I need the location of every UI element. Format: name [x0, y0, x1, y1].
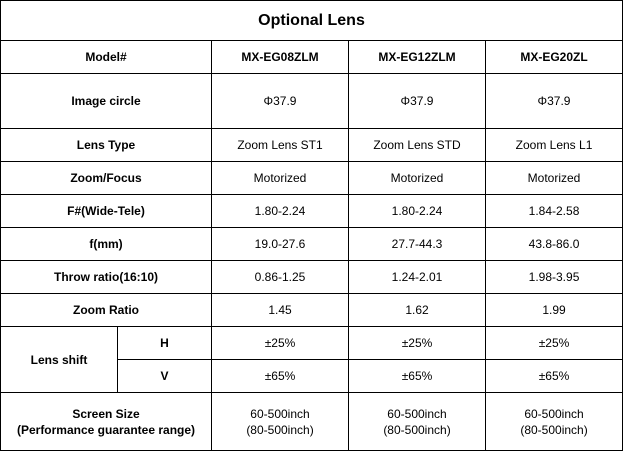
- screen-size-value-2: [349, 393, 486, 451]
- screen-size-value-3-line2: (80-500inch): [520, 422, 588, 437]
- zoom-ratio-value-3: 1.99: [486, 294, 623, 327]
- f-number-label: F#(Wide-Tele): [1, 195, 212, 228]
- throw-ratio-value-1: 0.86-1.25: [212, 261, 349, 294]
- lens-type-value-2: Zoom Lens STD: [349, 129, 486, 162]
- screen-size-value-1-line1: 60-500inch: [250, 406, 310, 421]
- lens-shift-v-label: V: [118, 360, 212, 393]
- lens-shift-v-value-2: ±65%: [349, 360, 486, 393]
- focal-length-label: f(mm): [1, 228, 212, 261]
- lens-shift-h-value-3: ±25%: [486, 327, 623, 360]
- f-number-value-1: 1.80-2.24: [212, 195, 349, 228]
- zoom-focus-label: Zoom/Focus: [1, 162, 212, 195]
- screen-size-label-line2: (Performance guarantee range): [16, 422, 196, 437]
- throw-ratio-value-2: 1.24-2.01: [349, 261, 486, 294]
- throw-ratio-value-3: 1.98-3.95: [486, 261, 623, 294]
- lens-type-label: Lens Type: [1, 129, 212, 162]
- screen-size-value-2-line1: 60-500inch: [387, 406, 447, 421]
- screen-size-value-2-line2: (80-500inch): [383, 422, 451, 437]
- model-1: MX-EG08ZLM: [212, 41, 349, 74]
- zoom-ratio-label: Zoom Ratio: [1, 294, 212, 327]
- zoom-ratio-value-2: 1.62: [349, 294, 486, 327]
- lens-shift-label: Lens shift: [1, 327, 118, 393]
- f-number-value-3: 1.84-2.58: [486, 195, 623, 228]
- image-circle-value-3: Φ37.9: [486, 74, 623, 129]
- screen-size-value-3-line1: 60-500inch: [524, 406, 584, 421]
- zoom-ratio-value-1: 1.45: [212, 294, 349, 327]
- lens-shift-v-value-1: ±65%: [212, 360, 349, 393]
- lens-type-value-3: Zoom Lens L1: [486, 129, 623, 162]
- table-title: Optional Lens: [1, 1, 623, 41]
- focal-length-value-2: 27.7-44.3: [349, 228, 486, 261]
- image-circle-value-1: Φ37.9: [212, 74, 349, 129]
- focal-length-value-3: 43.8-86.0: [486, 228, 623, 261]
- lens-shift-v-value-3: ±65%: [486, 360, 623, 393]
- zoom-focus-value-1: Motorized: [212, 162, 349, 195]
- lens-shift-h-value-2: ±25%: [349, 327, 486, 360]
- screen-size-label-line1: Screen Size: [72, 406, 140, 421]
- screen-size-value-3: [486, 393, 623, 451]
- lens-type-value-1: Zoom Lens ST1: [212, 129, 349, 162]
- zoom-focus-value-2: Motorized: [349, 162, 486, 195]
- f-number-value-2: 1.80-2.24: [349, 195, 486, 228]
- screen-size-label: [1, 393, 212, 451]
- image-circle-value-2: Φ37.9: [349, 74, 486, 129]
- screen-size-value-1: [212, 393, 349, 451]
- model-label: Model#: [1, 41, 212, 74]
- focal-length-value-1: 19.0-27.6: [212, 228, 349, 261]
- model-2: MX-EG12ZLM: [349, 41, 486, 74]
- throw-ratio-label: Throw ratio(16:10): [1, 261, 212, 294]
- model-3: MX-EG20ZL: [486, 41, 623, 74]
- zoom-focus-value-3: Motorized: [486, 162, 623, 195]
- lens-shift-h-label: H: [118, 327, 212, 360]
- image-circle-label: Image circle: [1, 74, 212, 129]
- screen-size-value-1-line2: (80-500inch): [246, 422, 314, 437]
- lens-shift-h-value-1: ±25%: [212, 327, 349, 360]
